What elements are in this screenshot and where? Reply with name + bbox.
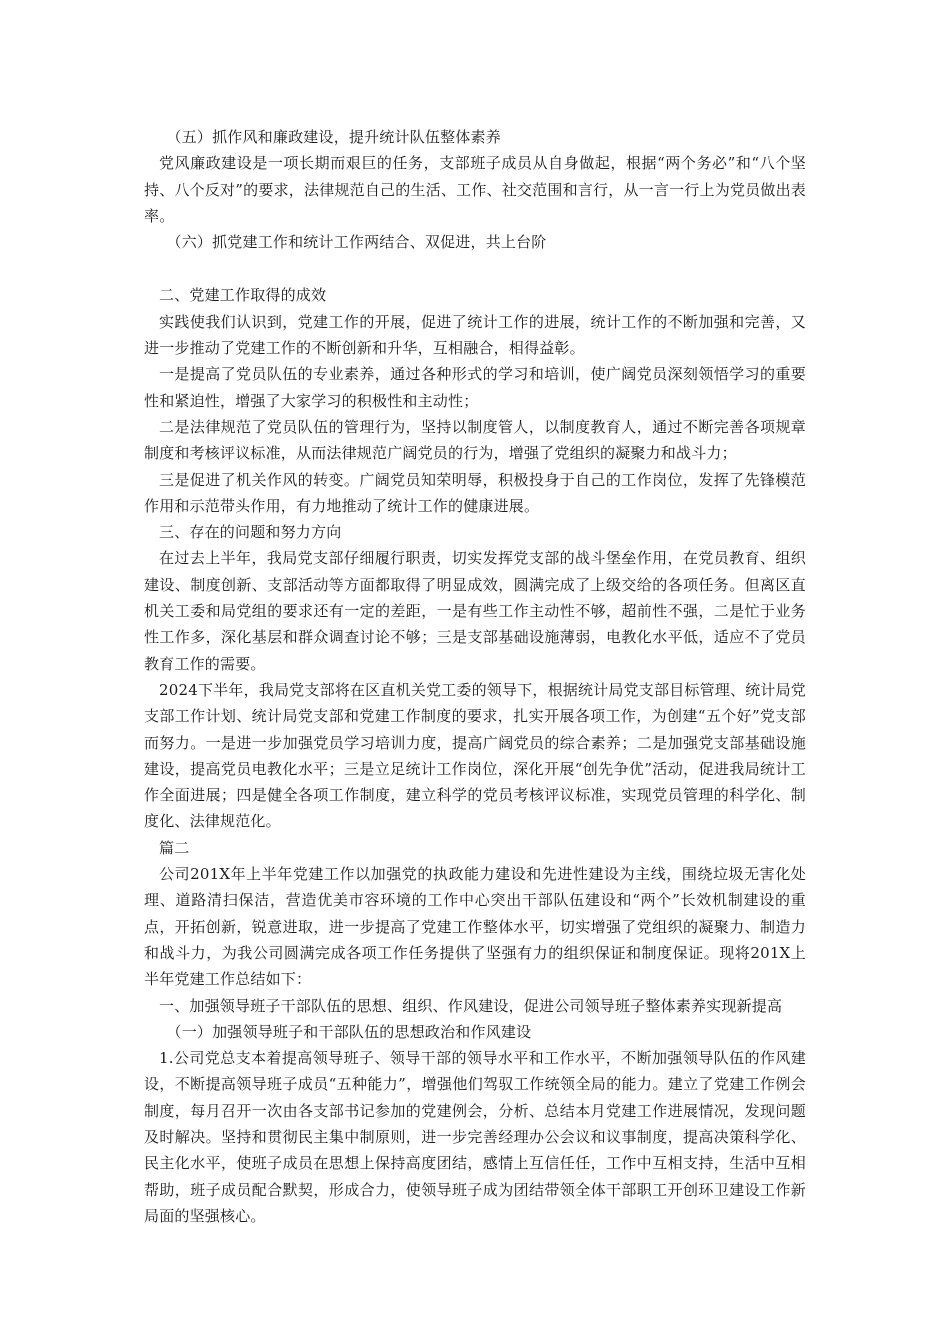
part-heading: 篇二 [159,838,190,857]
body-paragraph: 在过去上半年，我局党支部仔细履行职责，切实发挥党支部的战斗堡垒作用，在党员教育、组织建设、制度创新、支部活动等方面都取得了明显成效，圆满完成了上级交给的各项任务。但离区直机关工委和局党组的要求还有一定的差距，一是有些工作主动性不够，超前性不强，二是忙于业务性工作多，深化基层和群众调查讨论不够；三是支部基础设施薄弱，电教化水平低，适应不了党员教育工作的需要。 [144,549,806,673]
section-heading: （六）抓党建工作和统计工作两结合、双促进，共上台阶 [166,233,547,252]
body-paragraph: 实践使我们认识到，党建工作的开展，促进了统计工作的进展，统计工作的不断加强和完善，又进一步推动了党建工作的不断创新和升华，互相融合，相得益彰。 [144,312,806,358]
body-paragraph: 三是促进了机关作风的转变。广阔党员知荣明辱，积极投身于自己的工作岗位，发挥了先锋模范作用和示范带头作用，有力地推动了统计工作的健康进展。 [144,470,806,515]
section-heading: （五）抓作风和廉政建设，提升统计队伍整体素养 [166,128,501,146]
section-heading: 三、存在的问题和努力方向 [159,523,342,542]
body-paragraph: 公司201X年上半年党建工作以加强党的执政能力建设和先进性建设为主线，围绕垃圾无害化处理、道路清扫保洁，营造优美市容环境的工作中心突出干部队伍建设和“两个”长效机制建设的重点，开拓创新，锐意进取，进一步提高了党建工作整体水平，切实增强了党组织的凝聚力、制造力和战斗力，为我公司圆满完成各项工作任务提供了坚强有力的组织保证和制度保证。现将201X上半年党建工作总结如下： [144,865,806,989]
blank-line [144,255,806,282]
document-body [144,124,806,1229]
subsection-heading: （一）加强领导班子和干部队伍的思想政治和作风建设 [166,1022,532,1041]
section-heading: 一、加强领导班子干部队伍的思想、组织、作风建设，促进公司领导班子整体素养实现新提高 [159,996,783,1015]
body-paragraph: 二是法律规范了党员队伍的管理行为，坚持以制度管人，以制度教育人，通过不断完善各项规章制度和考核评议标准，从而法律规范广阔党员的行为，增强了党组织的凝聚力和战斗力； [144,417,806,463]
section-heading: 二、党建工作取得的成效 [159,286,327,305]
body-paragraph: 党风廉政建设是一项长期而艰巨的任务，支部班子成员从自身做起，根据“两个务必”和“八个坚持、八个反对”的要求，法律规范自己的生活、工作、社交范围和言行，从一言一行上为党员做出表率。 [144,154,806,225]
body-paragraph: 2024下半年，我局党支部将在区直机关党工委的领导下，根据统计局党支部目标管理、统计局党支部工作计划、统计局党支部和党建工作制度的要求，扎实开展各项工作，为创建“五个好”党支部而努力。一是进一步加强党员学习培训力度，提高广阔党员的综合素养；二是加强党支部基础设施建设，提高党员电教化水平；三是立足统计工作岗位，深化开展“创先争优”活动，促进我局统计工作全面进展；四是健全各项工作制度，建立科学的党员考核评议标准，实现党员管理的科学化、制度化、法律规范化。 [144,680,806,831]
body-paragraph: 一是提高了党员队伍的专业素养，通过各种形式的学习和培训，使广阔党员深刻领悟学习的重要性和紧迫性，增强了大家学习的积极性和主动性； [144,365,806,410]
body-paragraph: 1.公司党总支本着提高领导班子、领导干部的领导水平和工作水平，不断加强领导队伍的作风建设，不断提高领导班子成员“五种能力”，增强他们驾驭工作统领全局的能力。建立了党建工作例会制度，每月召开一次由各支部书记参加的党建例会，分析、总结本月党建工作进展情况，发现问题及时解决。坚持和贯彻民主集中制原则，进一步完善经理办公会议和议事制度，提高决策科学化、民主化水平，使班子成员在思想上保持高度团结，感情上互信任任，工作中互相支持，生活中互相帮助，班子成员配合默契，形成合力，使领导班子成为团结带领全体干部职工开创环卫建设工作新局面的坚强核心。 [144,1049,806,1225]
